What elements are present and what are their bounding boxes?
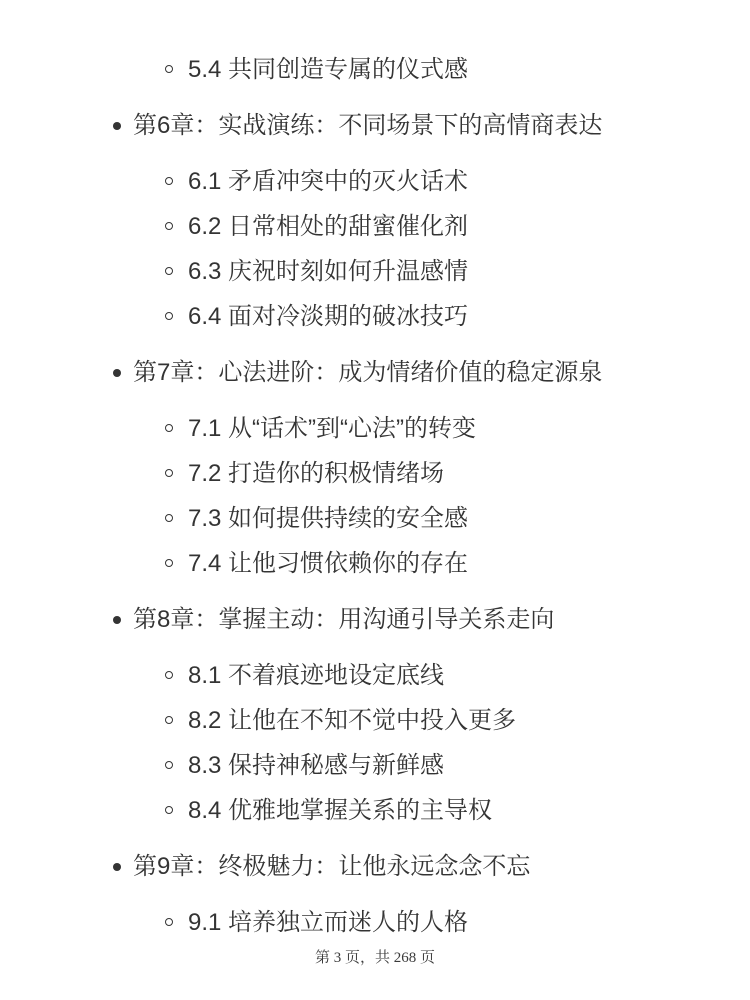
toc-sublist <box>133 406 710 586</box>
toc-subitem: 6.4 面对冷淡期的破冰技巧 <box>188 294 710 339</box>
toc-subitem: 7.2 打造你的积极情绪场 <box>188 451 710 496</box>
toc-subitem: 8.4 优雅地掌握关系的主导权 <box>188 788 710 833</box>
toc-chapter-title: 第9章：终极魅力：让他永远念念不忘 <box>133 853 531 880</box>
page-number-footer: 第 3 页，共 268 页 <box>314 950 435 966</box>
toc-subitem: 8.2 让他在不知不觉中投入更多 <box>188 698 710 743</box>
toc-sublist <box>133 900 710 945</box>
toc-chapter-title: 第8章：掌握主动：用沟通引导关系走向 <box>133 606 555 633</box>
toc-subitem: 6.3 庆祝时刻如何升温感情 <box>188 249 710 294</box>
toc-subitem: 5.4 共同创造专属的仪式感 <box>188 47 710 92</box>
toc-subitem: 7.4 让他习惯依赖你的存在 <box>188 541 710 586</box>
toc-chapter-title: 第7章：心法进阶：成为情绪价值的稳定源泉 <box>133 359 603 386</box>
toc-subitem: 9.1 培养独立而迷人的人格 <box>188 900 710 945</box>
toc-subitem: 8.3 保持神秘感与新鲜感 <box>188 743 710 788</box>
toc-subitem: 7.1 从“话术”到“心法”的转变 <box>188 406 710 451</box>
toc-chapter-8 <box>133 597 710 833</box>
toc-subitem: 8.1 不着痕迹地设定底线 <box>188 653 710 698</box>
toc-sublist-continuation <box>133 47 710 92</box>
toc-subitem: 6.1 矛盾冲突中的灭火话术 <box>188 159 710 204</box>
toc-sublist <box>133 47 710 92</box>
toc-subitem: 7.3 如何提供持续的安全感 <box>188 496 710 541</box>
toc-chapter-title: 第6章：实战演练：不同场景下的高情商表达 <box>133 112 603 139</box>
toc-chapter-9 <box>133 844 710 945</box>
toc-sublist <box>133 159 710 339</box>
toc-sublist <box>133 653 710 833</box>
toc-chapter-6 <box>133 103 710 339</box>
toc-subitem: 6.2 日常相处的甜蜜催化剂 <box>188 204 710 249</box>
toc-chapter-7 <box>133 350 710 586</box>
